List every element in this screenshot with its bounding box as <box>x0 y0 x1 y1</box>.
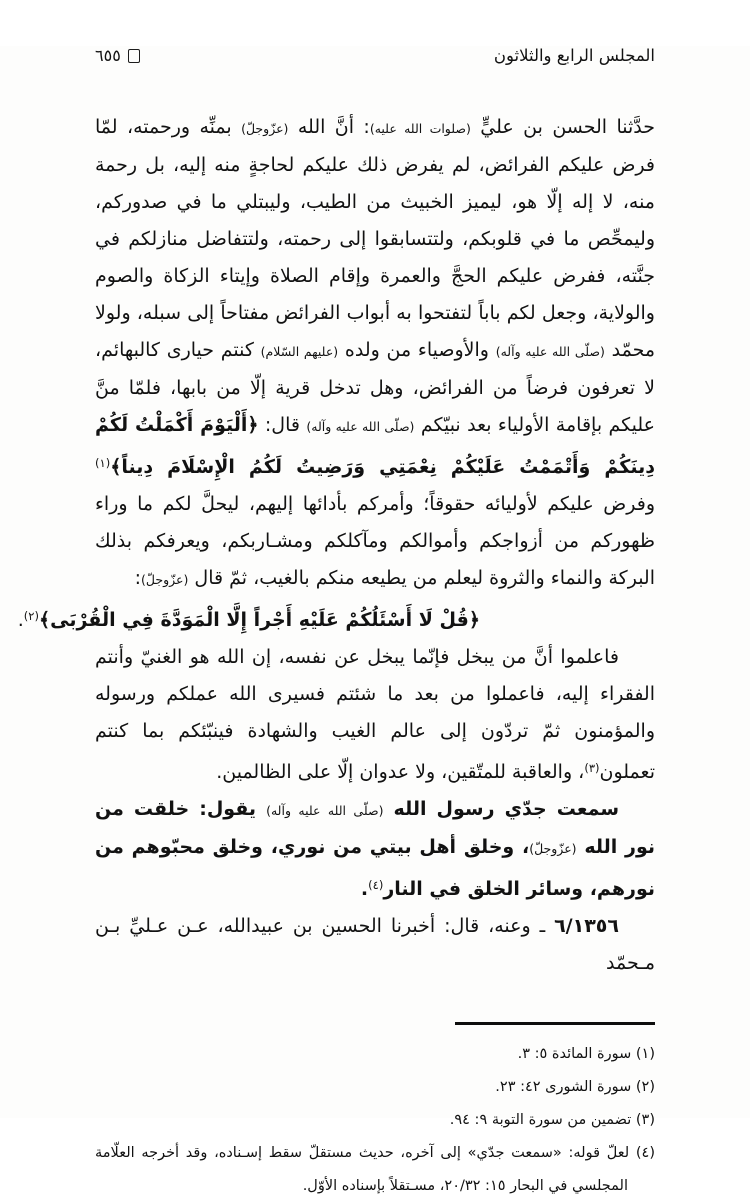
footnote-marker: (٢) <box>635 1079 655 1095</box>
footnote-marker-superscript: (٤) <box>368 878 384 892</box>
footnote-separator <box>455 1022 655 1025</box>
quran-verse-line <box>17 598 480 639</box>
page-header <box>95 46 655 65</box>
text-run: فاعلموا أنَّ من يبخل فإنّما يبخل عن نفسه، إن الله هو الغنيّ وأنتم الفقراء إليه، فاعملوا من بعد ما شئتم فسيرى الله عملكم ورسوله والمؤمنون ثمّ تردّون إلى عالم الغيب والشهادة فينبّئكم بما كنتم تعملون <box>95 646 655 783</box>
footnote-marker-superscript: (٢) <box>23 609 39 623</box>
text-run: : <box>134 567 142 589</box>
text-run: بمنِّه ورحمته، لمّا فرض عليكم الفرائض، لم يفرض ذلك عليكم لحاجةٍ منه إليه، بل رحمة منه، لا إله إلّا هو، ليميز الخبيث من الطيب، وليبتلي ما في صدوركم، وليمحِّص ما في قلوبكم، ولتتسابقوا إلى رحمته، ولتتفاضل منازلكم في جنَّته، ففرض عليكم الحجَّ والعمرة وإقام الصلاة وإيتاء الزكاة والصوم والولاية، وجعل لكم باباً لتفتحوا به أبواب الفرائض مفتاحاً إلى سبله، ولولا محمّد <box>95 116 656 361</box>
text-run: سمعت جدّي رسول الله <box>383 798 620 820</box>
paragraph-sermon <box>95 109 655 598</box>
paragraph-hadith-1356 <box>95 908 655 982</box>
paragraph-prophet-light-hadith <box>95 791 655 908</box>
page-number <box>95 46 140 65</box>
footnote-marker-superscript: (٣) <box>584 761 600 775</box>
text-run: ، والعاقبة للمتّقين، ولا عدوان إلّا على الظالمين. <box>216 761 585 783</box>
outline-square-icon <box>128 49 140 63</box>
honorific-small: (عليهم السّلام) <box>260 344 339 359</box>
footnote-marker-superscript: (١) <box>95 456 111 470</box>
chapter-title: المجلس الرابع والثلاثون <box>493 46 655 65</box>
footnote-text: سورة المائدة ٥: ٣. <box>517 1046 632 1062</box>
footnote-marker: (٣) <box>635 1112 655 1128</box>
text-run: وفرض عليكم لأوليائه حقوقاً؛ وأمركم بأدائها إليهم، ليحلَّ لكم ما وراء ظهوركم من أزواجكم وأموالكم ومآكلكم ومشـاربكم، ويعرفكم بذلك البركة والنماء والثروة ليعلم من يطيعه منكم بالغيب، ثمّ قال <box>95 493 655 589</box>
text-run: والأوصياء من ولده <box>338 339 496 361</box>
honorific-small: (صلوات الله عليه) <box>369 121 471 136</box>
hadith-number-bold: ٦/١٣٥٦ <box>554 915 619 937</box>
body-text <box>17 109 656 982</box>
honorific-small: (عزّوجلّ) <box>529 841 577 856</box>
page-number-value: ٦٥٥ <box>95 46 121 65</box>
book-page <box>0 46 750 1194</box>
footnote-marker: (١) <box>635 1046 655 1062</box>
text-run: : أنَّ الله <box>288 116 370 138</box>
quran-verse-bold: ﴿قُلْ لَا أَسْئَلُكُمْ عَلَيْهِ أَجْراً إِلَّا الْمَوَدَّةَ فِي الْقُرْبَى﴾ <box>38 609 480 631</box>
text-run: . <box>17 609 24 631</box>
footnote-3 <box>95 1104 655 1137</box>
text-run: . <box>360 878 369 900</box>
footnote-4 <box>95 1137 655 1203</box>
honorific-small: (صلّى الله عليه وآله) <box>495 344 605 359</box>
honorific-small: (صلّى الله عليه وآله) <box>306 419 415 434</box>
honorific-small: (صلّى الله عليه وآله) <box>266 803 384 818</box>
text-run: حدَّثنا الحسن بن عليٍّ <box>470 116 656 138</box>
quran-verse-bold: ﴿أَلْيَوْمَ أَكْمَلْتُ لَكُمْ دِينَكُمْ وَأَتْمَمْتُ عَلَيْكُمْ نِعْمَتِي وَرَضِيتُ لَكُمُ الْإِسْلَامَ دِيناً﴾ <box>95 414 655 478</box>
text-run: ـ وعنه، قال: أخبرنا الحسين بن عبيدالله، عـن عـليِّ بـن مـحمّد <box>95 915 655 974</box>
footnotes-section <box>95 1022 655 1203</box>
honorific-small: (عزّوجلّ) <box>141 572 189 587</box>
footnote-2 <box>95 1071 655 1104</box>
text-run: قال: <box>258 414 307 436</box>
honorific-small: (عزّوجلّ) <box>241 121 289 136</box>
footnote-text: سورة الشورى ٤٢: ٢٣. <box>495 1079 632 1095</box>
footnote-marker: (٤) <box>635 1145 656 1161</box>
text-run: كنتم حيارى كالبهائم، لا تعرفون فرضاً من الفرائض، وهل تدخل قرية إلّا من بابها، فلمّا منَّ عليكم بإقامة الأولياء بعد نبيّكم <box>95 339 655 436</box>
footnote-text: تضمين من سورة التوبة ٩: ٩٤. <box>449 1112 632 1128</box>
footnote-1 <box>95 1038 655 1071</box>
footnote-text: لعلّ قوله: «سمعت جدّي» إلى آخره، حديث مستقلّ سقط إسـناده، وقد أخرجه العلّامة المجلسي في البحار ١٥: ٢٠/٣٢، مسـتقلاً بإسناده الأوّل. <box>95 1145 630 1194</box>
text-run: ، وخلق أهل بيتي من نوري، وخلق محبّوهم من نورهم، وسائر الخلق في النار <box>95 836 655 900</box>
text-run: يقول: خلقت من نور الله <box>95 798 655 858</box>
paragraph-admonition <box>95 639 655 791</box>
